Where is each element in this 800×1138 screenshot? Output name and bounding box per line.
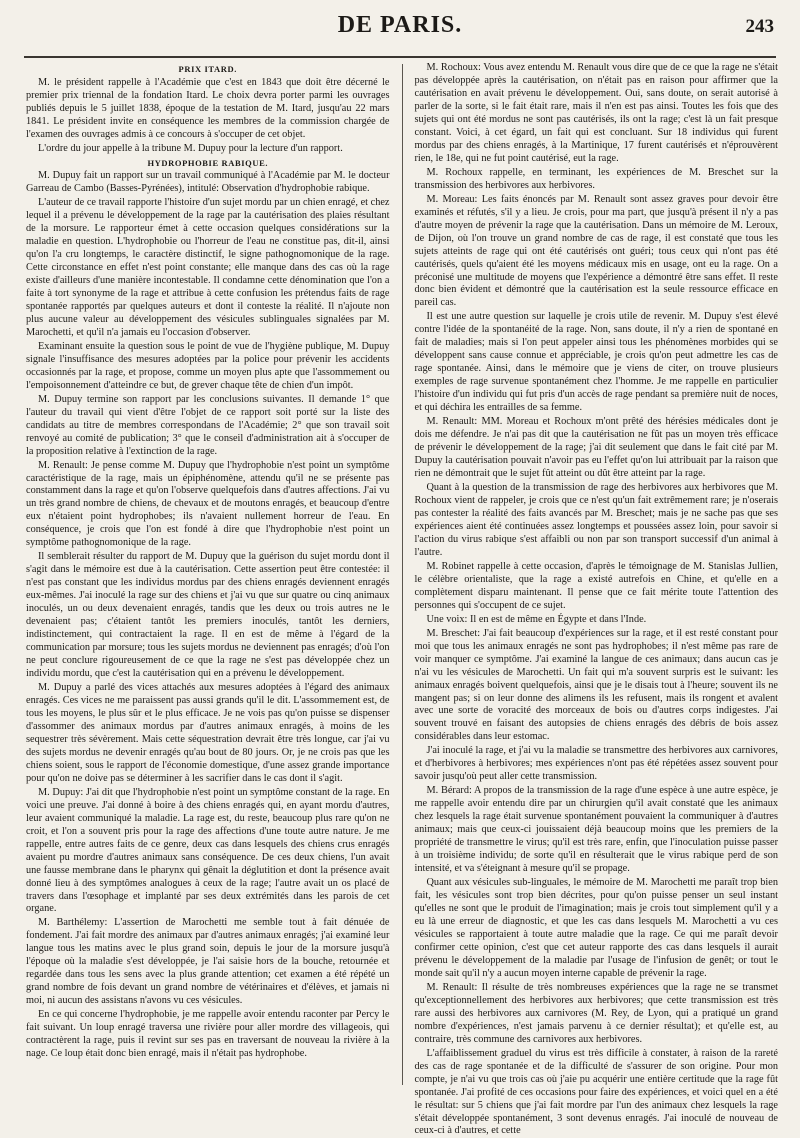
paragraph: M. Renault: Il résulte de très nombreuses expériences que la rage ne se transmet qu'exceptionnellement des herbivores aux herbivores; que cette transmission est très rare aussi des herbivores aux carnivores (M. Rey, de Lyon, qui a pratiqué un grand nombre d'expériences, n'est jamais parvenu à ce dernier résultat); et qu'elle est, au contraire, très commune des carnivores aux herbivores. — [414, 981, 778, 1045]
section-heading: HYDROPHOBIE RABIQUE. — [147, 157, 269, 168]
page-header — [24, 8, 776, 48]
paragraph: M. Barthélemy: L'assertion de Marochetti me semble tout à fait dénuée de fondement. J'ai fait mordre des animaux par d'autres animaux enragés; j'ai examiné leur langue tous les matins avec le plus grand soin, depuis le jour de la morsure jusqu'à l'époque où la maladie s'est développée, je l'ai saisie hors de la bouche, retournée et regardée dans tous les sens avec la plus grande attention; cet examen a été répété un grand nombre de fois devant un grand nombre de vétérinaires et d'élèves, et jamais ni moi, ni aucun des assistans n'avons vu ces vésicules. — [26, 917, 390, 1007]
paragraph: M. Bérard: A propos de la transmission de la rage d'une espèce à une autre espèce, je me rappelle avoir entendu dire par un chirurgien qu'il avait constaté que les animaux chez lesquels la rage était survenue spontanément pouvaient la communiquer à d'autres animaux; mais que ceux-ci jouissaient déjà beaucoup moins que les premiers de la propriété de transmettre le virus; qu'il est très rare, enfin, que l'inoculation puisse passer à un troisième individu; de sorte qu'il en résulterait que le virus rabique perd de son intensité, et va s'éteignant à mesure qu'il se propage. — [414, 785, 778, 875]
article-columns — [26, 62, 778, 1137]
running-title: DE PARIS. — [337, 12, 463, 38]
paragraph: M. Moreau: Les faits énoncés par M. Renault sont assez graves pour devoir être examinés et réfutés, s'il y a lieu. Je crois, pour ma part, que jusqu'à présent il n'y a pas d'autre moyen de prévenir la rage que la cautérisation. Dans un mémoire de M. Leroux, de Dijon, où l'on trouve un grand nombre de cas de rage, il est constaté que tous les sujets atteints de rage qui ont été cautérisés ont guéri; tous ceux qui n'ont pas été cautérisés, quels qu'aient été les moyens médicaux mis en usage, ont eu la rage. On a préconisé une multitude de moyens que l'expérience a démontré être sans effet. Il reste donc bien évident et démontré que la cautérisation est la seule ressource efficace en pareil cas. — [414, 193, 778, 309]
paragraph: En ce qui concerne l'hydrophobie, je me rappelle avoir entendu raconter par Percy le fait suivant. Un loup enragé traversa une rivière pour aller mordre des villageois, qui contractèrent la rage, puis il revint sur ses pas en traversant de nouveau la rivière à la nage. Ce loup était donc bien enragé, mais il n'était pas hydrophobe. — [26, 1009, 390, 1060]
paragraph: Quant à la question de la transmission de rage des herbivores aux herbivores que M. Rochoux vient de rappeler, je crois que ce n'est qu'un fait extrêmement rare; je n'oserais pas contester la réalité des faits avancés par M. Breschet; mais je ne sache pas que ses expériences aient été continuées assez longtemps et poussées assez loin, pour savoir si l'action du virus rabique s'est affaibli ou non par son transport successif d'un animal à l'autre. — [414, 482, 778, 558]
paragraph: Quant aux vésicules sub-linguales, le mémoire de M. Marochetti me paraît trop bien fait, les vésicules sont trop bien décrites, pour qu'on puisse penser un seul instant qu'elles ne sont que le produit de l'imagination; mais je crois tout simplement qu'il y a eu là une erreur de diagnostic, et que les cas dans lesquels M. Marochetti a vu ces vésicules se rapportaient à toute autre maladie que la rage. Ce qui me paraît devoir confirmer cette opinion, c'est que cet auteur rapporte des cas dans lesquels il aurait prévenu le développement de la maladie par l'usage de l'infusion de genêt; or tout le monde sait qu'il n'y a aucun moyen interne capable de prévenir la rage. — [414, 877, 778, 979]
header-rule — [24, 56, 776, 58]
paragraph: M. Dupuy a parlé des vices attachés aux mesures adoptées à l'égard des animaux enragés. Ces vices ne me paraissent pas aussi grands qu'il le dit. L'assommement est, de tous les moyens, le plus sûr et le plus efficace. Je ne vois pas qu'on puisse se dispenser d'assommer des animaux mordus par d'autres animaux enragés, à moins de les sequestrer très sévèrement. Mais cette séquestration devrait être très longue, car j'ai vu des sujets mordus ne devenir enragés qu'au bout de 80 jours. Or, je ne crois pas que les chiens soient, sous le rapport de l'économie domestique, d'une assez grande importance pour qu'on ne doive pas se déterminer à les sacrifier dans le cas dont il s'agit. — [26, 682, 390, 784]
paragraph: L'auteur de ce travail rapporte l'histoire d'un sujet mordu par un chien enragé, et chez lequel il a prévenu le développement de la rage par la cautérisation des plaies résultant de la morsure. Le rapporteur émet à cette occasion quelques considérations sur la maladie en question. L'hydrophobie ou l'horreur de l'eau ne constitue pas, dit-il, ainsi qu'on l'a cru longtemps, le caractère distinctif, le signe pathognomonique de la rage. Cette circonstance en effet n'est point constante; elle manque dans des cas où la rage existe d'ailleurs d'une manière incontestable. Il condamne cette dénomination que l'on a faite à tort synonyme de la rage et attribue à cette confusion les prétendus faits de rage spontanée rapportés par quelques auteurs et dont il conteste la réalité. Il n'ajoute non plus aucune valeur au développement des vésicules sublinguales signalées par M. Marochetti, et qu'il n'a jamais eu l'occasion d'observer. — [26, 197, 390, 338]
page-number: 243 — [745, 16, 774, 37]
paragraph: M. Dupuy termine son rapport par les conclusions suivantes. Il demande 1° que l'auteur du travail qui vient d'être l'objet de ce rapport soit porté sur la liste des candidats au titre de membres correspondans de l'Académie; 2° que son travail soit renvoyé au comité de publication; 3° que le conseil d'administration ait à s'occuper de la proposition relative à l'extinction de la rage. — [26, 393, 390, 457]
paragraph: M. Rochoux rappelle, en terminant, les expériences de M. Breschet sur la transmission des herbivores aux herbivores. — [414, 166, 778, 191]
paragraph: M. le président rappelle à l'Académie que c'est en 1843 que doit être décerné le premier prix triennal de la fondation Itard. Le choix devra porter parmi les ouvrages publiés depuis le 5 juillet 1838, époque de la testation de M. Itard, jusqu'au 22 mars 1841. Le président invite en conséquence les membres de la commission chargée de l'examen des ouvrages admis à ce concours à s'occuper de cet objet. — [26, 76, 390, 140]
paragraph: M. Robinet rappelle à cette occasion, d'après le témoignage de M. Stanislas Jullien, le célèbre orientaliste, que la rage a existé autrefois en Chine, et qu'elle en a complètement disparu maintenant. Il pense que ce fait mérite toute l'attention des personnes qui s'occupent de ce sujet. — [414, 560, 778, 611]
paragraph: J'ai inoculé la rage, et j'ai vu la maladie se transmettre des herbivores aux carnivores, et d'herbivores à herbivores; mes expériences n'ont pas été répétées assez souvent pour savoir jusqu'où peut aller cette transmission. — [414, 745, 778, 783]
column-divider — [402, 64, 403, 1085]
paragraph: M. Renault: MM. Moreau et Rochoux m'ont prêté des hérésies médicales dont je dois me défendre. Je n'ai pas dit que la cautérisation ne fût pas un moyen très efficace de prévenir le développement de la rage; j'ai dit seulement que dans le fait cité par M. Dupuy la cautérisation pouvait n'avoir pas eu l'effet qu'on lui attribuait par la raison que rien ne démontrait que le sujet fût atteint ou dût être atteint par la rage. — [414, 416, 778, 480]
paragraph: L'ordre du jour appelle à la tribune M. Dupuy pour la lecture d'un rapport. — [38, 142, 343, 154]
paragraph: Une voix: Il en est de même en Égypte et dans l'Inde. — [426, 613, 647, 625]
paragraph: M. Breschet: J'ai fait beaucoup d'expériences sur la rage, et il est resté constant pour moi que tous les animaux enragés ne sont pas hydrophobes; il n'est même pas rare de voir manquer ce symptôme. J'ai examiné la langue de ces animaux; dans aucun cas je n'ai vu les vésicules de Marochetti. Un fait qui m'a souvent surpris est le suivant: les animaux enragés boivent quelquefois, ainsi que je le disais tout à l'heure; souvent ils ne mangent pas; si on leur donne des alimens ils les refusent, mais ils rongent et avalent avec une sorte de voracité des morceaux de bois ou d'autres corps indigestes. J'ai souvent trouvé en faisant des autopsies de chiens enragés des débris de bois assez considérables dans leur estomac. — [414, 627, 778, 743]
paragraph: M. Dupuy: J'ai dit que l'hydrophobie n'est point un symptôme constant de la rage. En voici une preuve. J'ai donné à boire à des chiens enragés qui, en ayant mordu d'autres, leur avaient communiqué la maladie. La rage est, du reste, beaucoup plus rare qu'on ne croit, et l'on a souvent pris pour la rage des affections d'une toute autre nature. Je me rappelle, entre autres faits de ce genre, deux cas dans lesquels des chiens crus enragés avaient pu mordre d'autres animaux sans conséquence. De ces deux chiens, l'un avait une fausse membrane dans le pharynx qui gênait la déglutition et dont la présence avait donné lieu à des symptômes analogues à ceux de la rage; l'autre avait un os placé de travers dans l'œsophage et implanté par ses deux extrémités dans les parois de cet organe. — [26, 786, 390, 915]
paragraph: Examinant ensuite la question sous le point de vue de l'hygiène publique, M. Dupuy signale l'insuffisance des mesures adoptées par la police pour prévenir les accidents occasionnés par la rage, et propose, comme un moyen plus apte que l'assommement ou l'empoisonnement d'atteindre ce but, de grever chaque tête de chien d'un impôt. — [26, 340, 390, 391]
section-heading: PRIX ITARD. — [178, 64, 237, 74]
paragraph: Il semblerait résulter du rapport de M. Dupuy que la guérison du sujet mordu dont il s'agit dans le mémoire est due à la cautérisation. Cette assertion peut être contestée: il n'est pas constant que les individus mordus par des chiens enragés deviennent enragés eux-mêmes. J'ai inoculé la rage sur des chiens et j'ai vu que sur quatre ou cinq animaux inoculés, un ou deux devenaient enragés, tandis que les deux ou trois autres ne le devenaient pas; c'étaient tantôt les premiers inoculés, tantôt les derniers, indistinctement, qui contractaient la rage. Il en est de même à l'égard de la communication par morsure; tous les sujets mordus ne deviennent pas enragés; d'où l'on ne peut conclure rigoureusement de ce que la rage ne s'est pas développée chez un individu mordu, que c'est la cautérisation qui en a prévenu le développement. — [26, 551, 390, 680]
paragraph: M. Dupuy fait un rapport sur un travail communiqué à l'Académie par M. le docteur Garreau de Cambo (Basses-Pyrénées), intitulé: Observation d'hydrophobie rabique. — [26, 170, 390, 195]
paragraph: L'affaiblissement graduel du virus est très difficile à constater, à raison de la rareté des cas de rage spontanée et de la difficulté de s'assurer de son origine. Pour mon compte, je n'ai vu que trois cas où j'aie pu acquérir une entière certitude que la rage fût spontanée. J'ai profité de ces occasions pour faire des expériences, et voici quel en a été le résultat: sur 5 chiens que j'ai fait mordre par l'un des animaux chez lesquels la rage s'était développée spontanément, 3 sont devenus enragés. J'ai inoculé de nouveau de ceux-ci à d'autres, et cette — [414, 1047, 778, 1137]
paragraph: M. Renault: Je pense comme M. Dupuy que l'hydrophobie n'est point un symptôme caractéristique de la rage, mais un épiphénomène, attendu qu'il ne se présente pas constamment dans la rage et qu'on l'observe quelquefois dans d'autres affections. J'ai vu un très grand nombre de chiens, de chevaux et de moutons enragés, et beaucoup d'entre eux n'étaient point hydrophobes; ils n'avaient nullement horreur de l'eau. En conséquence, je crois que l'on est fondé à dire que l'hydrophobie n'est point un symptôme pathognomonique de la rage. — [26, 459, 390, 549]
paragraph: Il est une autre question sur laquelle je crois utile de revenir. M. Dupuy s'est élevé contre l'idée de la spontanéité de la rage. Non, sans doute, il n'y a rien de spontané en fait de maladies; mais si l'on peut appeler ainsi tous les phénomènes morbides qui se développent sans cause connue et appréciable, je crois qu'on peut admettre les cas de rage spontanée. Ainsi, dans le mémoire que je viens de citer, on trouve plusieurs exemples de rage survenue spontanément chez l'homme. Je me rappelle en particulier l'histoire d'un individu qui fut pris d'un accès de rage pendant sa première nuit de noces, et qui déchira les entrailles de sa femme. — [414, 311, 778, 414]
left-column — [26, 62, 390, 1087]
paragraph: M. Rochoux: Vous avez entendu M. Renault vous dire que de ce que la rage ne s'était pas développée après la cautérisation, on n'était pas en raison pour affirmer que la cautérisation en avait prévenu le développement. Oui, sans doute, on serait autorisé à parler de la sorte, si le fait était rare, mais il n'en est pas ainsi. Toutes les fois que des sujets qui ont été mordus ne sont pas cautérisés, ils ont la rage; c'est là un fait presque constant. Voici, à cet égard, un fait qui est concluant. Sur 18 individus qui furent mordus par des chiens enragés, à la Martinique, 17 furent cautérisés et n'éprouvèrent rien, le 18e, qui ne fut point cautérisé, eut la rage. — [414, 62, 778, 164]
right-column — [414, 62, 779, 1137]
